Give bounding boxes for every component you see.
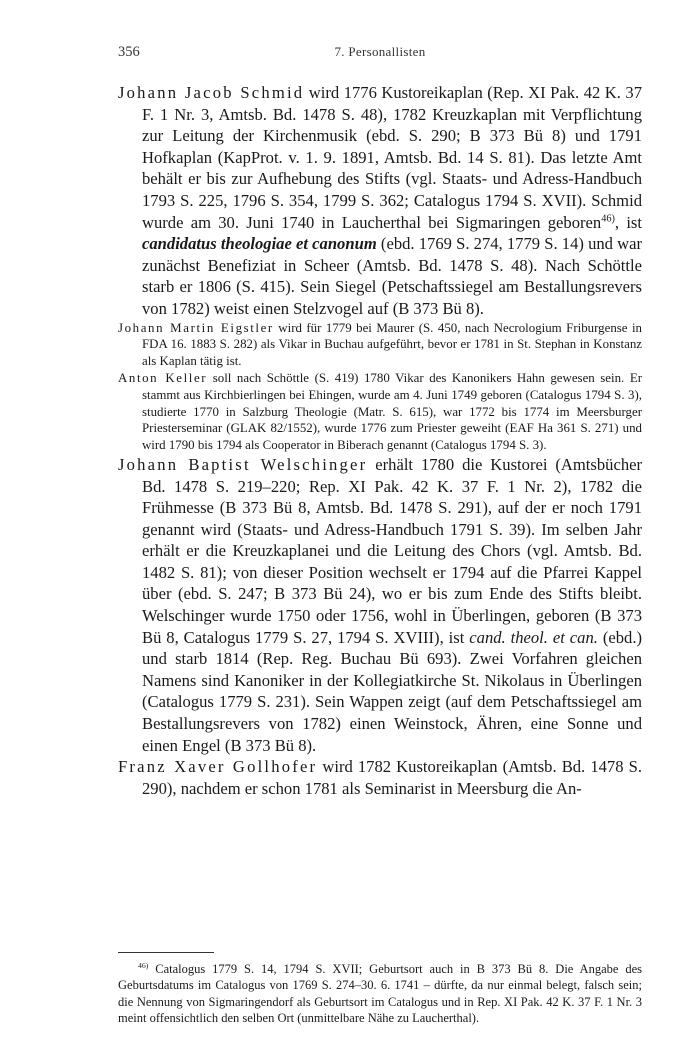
latin-term: candidatus theologiae et canonum <box>142 234 377 254</box>
entry-text: erhält 1780 die Kustorei (Amtsbücher Bd. 1478 S. 219–220; Rep. XI Pak. 42 K. 37 F. 1 Nr. 2), 1782 die Frühmesse (B 373 Bü 8, Amtsb. Bd. 1478 S. 291), auf der er noch 1791 genannt wird (Staats- und Adress-Handbuch 1791 S. 39). Im selben Jahr erhält er die Kreuzkaplanei und die Leitung des Chors (vgl. Amtsb. Bd. 1482 S. 81); von dieser Position wechselt er 1794 auf die Pfarrei Kappel über (ebd. S. 247; B 373 Bü 24), wo er bis zum Ende des Stifts bleibt. Welschinger wurde 1750 oder 1756, wohl in Überlingen, geboren (B 373 Bü 8, Catalogus 1779 S. 27, 1794 S. XVIII), ist <box>142 454 643 647</box>
entry-text: wird für 1779 bei Maurer (S. 450, nach Necrologium Friburgense in FDA 16. 1883 S. 282) als Vikar in Buchau aufgeführt, bevor er 1781 in St. Stephan in Konstanz als Kaplan tätig ist. <box>142 320 642 369</box>
entry-keller <box>118 370 642 454</box>
footnote-text: Catalogus 1779 S. 14, 1794 S. XVII; Geburtsort auch in B 373 Bü 8. Die Angabe des Geburtsdatums im Catalogus von 1769 S. 274–30. 6. 1741 – dürfte, da nur einmal belegt, falsch sein; die Nennung von Sigmaringendorf als Geburtsort im Catalogus und in Rep. XI Pak. 42 K. 37 F. 1 Nr. 3 meint offensichtlich den selben Ort (unmittelbare Nähe zu Laucherthal). <box>118 962 642 1026</box>
entry-gollhofer <box>118 756 642 799</box>
running-head: 7. Personallisten <box>334 44 426 59</box>
person-name: Johann Jacob Schmid <box>118 83 305 102</box>
person-name: Johann Martin Eigstler <box>118 320 274 335</box>
entry-text: (ebd.) und starb 1814 (Rep. Reg. Buchau Bü 693). Zwei Vorfahren gleichen Namens sind Kanoniker in der Kollegiatkirche St. Nikolaus in Überlingen (Catalogus 1779 S. 231). Sein Wappen zeigt (auf dem Petschaftssiegel am Bestallungsrevers von 1782) einen Weinstock, Ähren, eine Sonne und einen Engel (B 373 Bü 8). <box>142 627 643 755</box>
entry-text: soll nach Schöttle (S. 419) 1780 Vikar des Kanonikers Hahn gewesen sein. Er stammt aus Kirchbierlingen bei Ehingen, wurde am 4. Juni 1749 geboren (Catalogus 1794 S. 3), studierte 1770 in Salzburg Theologie (Matr. S. 615), war 1772 bis 1774 im Meersburger Priesterseminar (GLAK 82/1552), wurde 1776 zum Priester geweiht (EAF Ha 361 S. 271) und wird 1790 bis 1794 als Cooperator in Biberach genannt (Catalogus 1794 S. 3). <box>142 370 642 453</box>
entry-schmid <box>118 82 642 320</box>
footnote-marker: 46) <box>138 960 149 970</box>
footnote-rule <box>118 952 214 953</box>
entry-text: wird 1776 Kustoreikaplan (Rep. XI Pak. 42 K. 37 F. 1 Nr. 3, Amtsb. Bd. 1478 S. 48), 1782 Kreuzkaplan mit Verpflichtung zur Leitung der Kirchenmusik (ebd. S. 290; B 373 Bü 8) und 1791 Hofkaplan (KapProt. v. 1. 9. 1891, Amtsb. Bd. 14 S. 81). Das letzte Amt behält er bis zur Aufhebung des Stifts (vgl. Staats- und Adress-Handbuch 1793 S. 225, 1796 S. 354, 1799 S. 362; Catalogus 1794 S. XVII). Schmid wurde am 30. Juni 1740 in Laucherthal bei Sigmaringen geboren <box>142 83 642 232</box>
latin-term: cand. theol. et can. <box>469 627 598 647</box>
person-name: Anton Keller <box>118 370 208 385</box>
page-number: 356 <box>118 44 140 60</box>
entry-text: , ist <box>614 212 642 232</box>
person-name: Johann Baptist Welschinger <box>118 454 368 474</box>
entry-eigstler <box>118 320 642 370</box>
page-header <box>118 44 642 64</box>
entry-text: (ebd. 1769 S. 274, 1779 S. 14) und war zunächst Benefiziat in Scheer (Amtsb. Bd. 1478 S. 48). Nach Schöttle starb er 1806 (S. 415). Sein Siegel (Petschaftssiegel am Bestallungsrevers von 1782) weist einen Stelzvogel auf (B 373 Bü 8). <box>142 234 643 318</box>
person-name: Franz Xaver Gollhofer <box>118 757 318 777</box>
entry-text: wird 1782 Kustoreikaplan (Amtsb. Bd. 1478 S. 290), nachdem er schon 1781 als Seminarist in Meersburg die An- <box>142 757 642 798</box>
page-body <box>118 82 642 799</box>
footnote-reference: 46) <box>601 213 615 225</box>
entry-welschinger <box>118 454 642 756</box>
footnote <box>118 961 642 1027</box>
